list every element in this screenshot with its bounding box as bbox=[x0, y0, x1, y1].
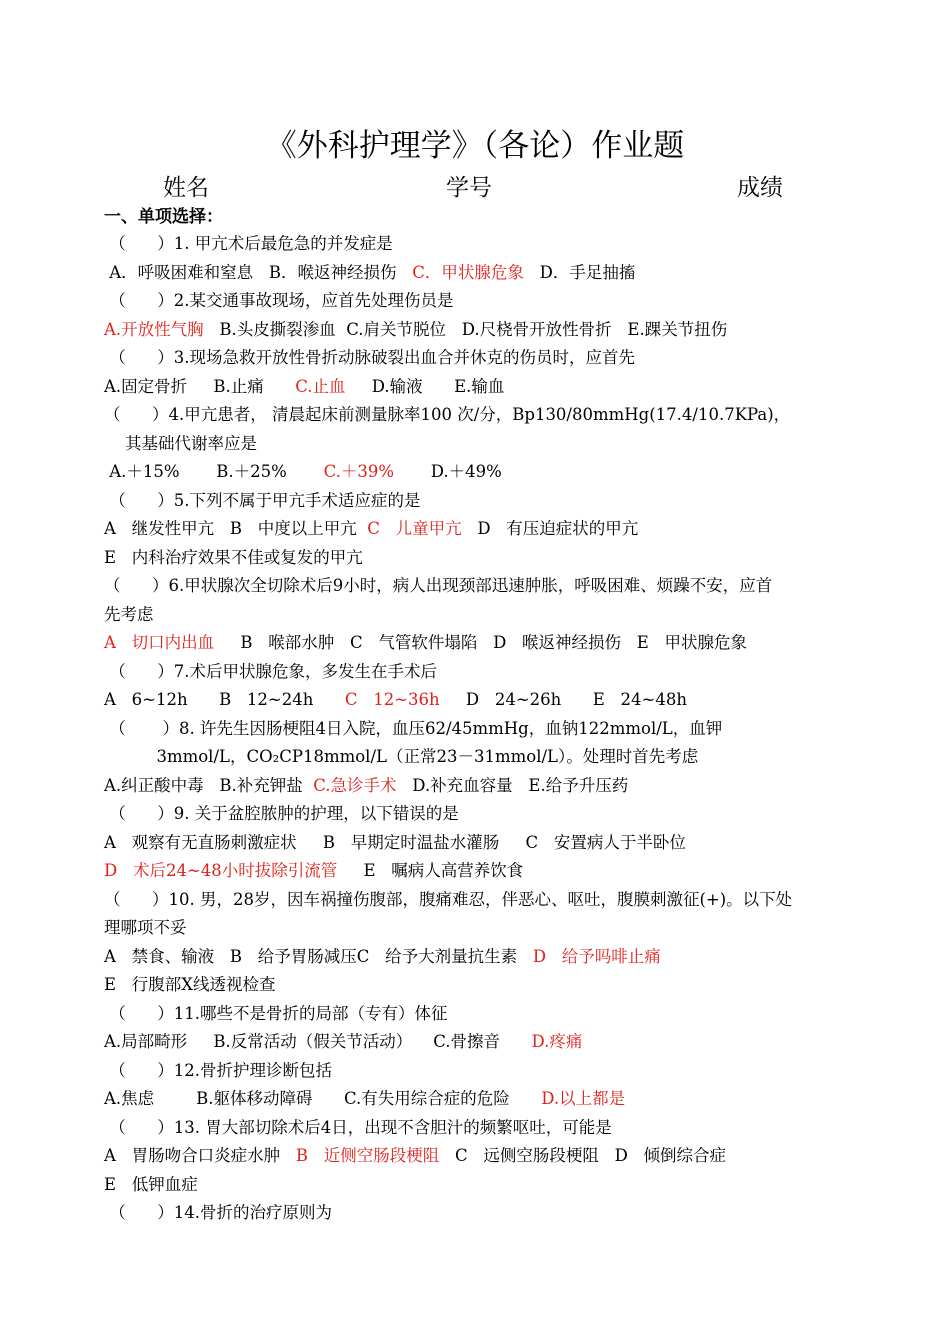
text-segment: 理哪项不妥 bbox=[104, 918, 187, 937]
text-line bbox=[104, 630, 747, 656]
text-segment: （ ）13. 胃大部切除术后4日，出现不含胆汁的频繁呕吐，可能是 bbox=[104, 1117, 612, 1137]
text-segment: A.纠正酸中毒 B.补充钾盐 bbox=[104, 775, 314, 795]
answer-highlight: C.＋39% bbox=[323, 462, 395, 481]
text-segment: D 24~26h E 24~48h bbox=[439, 690, 687, 709]
text-segment: （ ）2.某交通事故现场，应首先处理伤员是 bbox=[104, 291, 454, 310]
text-line bbox=[104, 801, 459, 827]
text-line bbox=[104, 1029, 582, 1055]
answer-highlight: D 术后24~48小时拔除引流管 bbox=[104, 861, 338, 880]
text-segment: 3mmol/L，CO₂CP18mmol/L（正常23－31mmol/L）。处理时首先考虑 bbox=[104, 747, 699, 766]
text-line bbox=[104, 716, 722, 742]
text-line bbox=[104, 1001, 447, 1027]
text-segment: C 远侧空肠段梗阻 D 倾倒综合症 bbox=[439, 1146, 727, 1165]
text-line bbox=[104, 231, 393, 257]
answer-highlight: D.以上都是 bbox=[541, 1089, 626, 1108]
text-segment: （ ）1. 甲亢术后最危急的并发症是 bbox=[104, 234, 393, 253]
text-segment: D 有压迫症状的甲亢 bbox=[461, 519, 639, 538]
text-line bbox=[104, 773, 628, 799]
text-line bbox=[104, 488, 420, 514]
page-title: 《外科护理学》（各论）作业题 bbox=[265, 128, 685, 164]
text-line bbox=[104, 744, 698, 770]
text-segment: （ ）3.现场急救开放性骨折动脉破裂出血合并休克的伤员时，应首先 bbox=[104, 348, 635, 367]
text-segment: A.＋15% B.＋25% bbox=[104, 462, 324, 481]
text-segment: D．手足抽搐 bbox=[523, 262, 636, 282]
text-segment: （ ）14.骨折的治疗原则为 bbox=[104, 1203, 332, 1222]
student-id-label: 学号 bbox=[446, 175, 492, 201]
answer-highlight: C.急诊手术 bbox=[313, 775, 397, 795]
text-line bbox=[104, 1200, 332, 1226]
answer-highlight: A 切口内出血 bbox=[104, 633, 215, 652]
text-line bbox=[104, 659, 437, 685]
name-label: 姓名 bbox=[163, 175, 209, 201]
text-segment: E 嘱病人高营养饮食 bbox=[337, 861, 524, 880]
text-line bbox=[104, 972, 276, 998]
answer-highlight: B 近侧空肠段梗阻 bbox=[295, 1146, 440, 1165]
text-line bbox=[104, 687, 687, 713]
text-segment: A．呼吸困难和窒息 B．喉返神经损伤 bbox=[104, 262, 413, 282]
answer-highlight: C 12~36h bbox=[344, 690, 440, 709]
text-line bbox=[104, 1172, 198, 1198]
answer-highlight: C.止血 bbox=[295, 376, 346, 396]
text-segment: （ ）11.哪些不是骨折的局部（专有）体征 bbox=[104, 1003, 448, 1023]
text-line bbox=[104, 915, 187, 941]
text-line bbox=[104, 516, 638, 542]
answer-highlight: D 给予吗啡止痛 bbox=[532, 946, 661, 966]
text-line bbox=[104, 573, 772, 599]
text-segment: B.头皮撕裂渗血 C.肩关节脱位 D.尺桡骨开放性骨折 E.踝关节扭伤 bbox=[203, 319, 728, 339]
text-segment: （ ）6.甲状腺次全切除术后9小时，病人出现颈部迅速肿胀，呼吸困难、烦躁不安，应首 bbox=[104, 576, 773, 595]
text-segment: （ ）12.骨折护理诊断包括 bbox=[104, 1060, 332, 1080]
text-line bbox=[104, 402, 790, 428]
text-line bbox=[104, 260, 635, 286]
text-segment: A 禁食、输液 B 给予胃肠减压C 给予大剂量抗生素 bbox=[104, 946, 533, 966]
text-segment: （ ）5.下列不属于甲亢手术适应症的是 bbox=[104, 490, 421, 510]
text-segment: E 行腹部X线透视检查 bbox=[104, 975, 276, 994]
text-segment: A.固定骨折 B.止痛 bbox=[104, 376, 296, 396]
text-segment: （ ）10. 男，28岁，因车祸撞伤腹部，腹痛难忍，伴恶心、呕吐，腹膜刺激征(+)。以下处 bbox=[104, 889, 793, 909]
text-line bbox=[104, 317, 727, 343]
text-line bbox=[104, 1143, 726, 1169]
text-segment: A 6~12h B 12~24h bbox=[104, 690, 345, 709]
text-line bbox=[104, 944, 661, 970]
text-segment: E 内科治疗效果不佳或复发的甲亢 bbox=[104, 547, 363, 567]
text-line bbox=[104, 887, 792, 913]
text-segment: （ ）9. 关于盆腔脓肿的护理，以下错误的是 bbox=[104, 804, 459, 823]
text-line bbox=[104, 1086, 625, 1112]
text-segment: A.焦虑 B.躯体移动障碍 C.有失用综合症的危险 bbox=[104, 1089, 542, 1108]
text-segment: （ ）7.术后甲状腺危象，多发生在手术后 bbox=[104, 661, 437, 681]
text-line bbox=[104, 431, 257, 457]
text-line bbox=[104, 602, 154, 628]
text-segment: D.＋49% bbox=[394, 462, 502, 481]
answer-highlight: C 儿童甲亢 bbox=[367, 519, 462, 538]
answer-highlight: A.开放性气胸 bbox=[104, 319, 204, 339]
answer-highlight: C．甲状腺危象 bbox=[412, 262, 524, 282]
text-segment: 先考虑 bbox=[104, 604, 154, 624]
text-line bbox=[104, 345, 635, 371]
text-segment: A.局部畸形 B.反常活动（假关节活动） C.骨擦音 bbox=[104, 1032, 532, 1051]
score-label: 成绩 bbox=[737, 175, 783, 201]
answer-highlight: D.疼痛 bbox=[531, 1032, 583, 1051]
text-segment: A 继发性甲亢 B 中度以上甲亢 bbox=[104, 519, 368, 538]
text-segment: （ ）4.甲亢患者， 清晨起床前测量脉率100 次/分，Bp130/80mmHg(17.4/10.7KPa)， bbox=[104, 405, 791, 424]
text-line bbox=[104, 374, 504, 400]
text-line bbox=[104, 830, 686, 856]
text-segment: D.输液 E.输血 bbox=[345, 376, 505, 396]
text-segment: 其基础代谢率应是 bbox=[104, 433, 257, 453]
section-title: 一、单项选择： bbox=[104, 207, 223, 227]
text-line bbox=[104, 858, 523, 884]
text-line bbox=[104, 1115, 612, 1141]
text-segment: （ ）8. 许先生因肠梗阻4日入院，血压62/45mmHg，血钠122mmol/L，血钾 bbox=[104, 718, 723, 738]
text-segment: A 胃肠吻合口炎症水肿 bbox=[104, 1146, 296, 1165]
text-segment: A 观察有无直肠刺激症状 B 早期定时温盐水灌肠 C 安置病人于半卧位 bbox=[104, 832, 686, 852]
text-segment: B 喉部水肿 C 气管软件塌陷 D 喉返神经损伤 E 甲状腺危象 bbox=[214, 633, 748, 652]
text-line bbox=[104, 545, 363, 571]
text-segment: E 低钾血症 bbox=[104, 1174, 198, 1194]
text-line bbox=[104, 459, 502, 485]
text-line bbox=[104, 288, 453, 314]
text-segment: D.补充血容量 E.给予升压药 bbox=[396, 775, 629, 795]
text-line bbox=[104, 1058, 332, 1084]
